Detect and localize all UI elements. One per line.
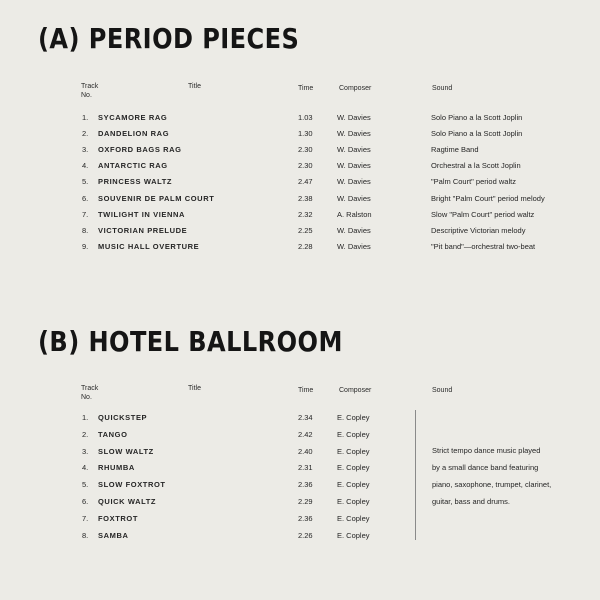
section-b-heading: (B) HOTEL BALLROOM: [38, 325, 343, 358]
section-b-track-header: [81, 384, 98, 402]
track-row: [0, 113, 600, 127]
track-row: [0, 413, 600, 427]
track-composer: W. Davies: [337, 193, 371, 203]
track-row: [0, 210, 600, 224]
track-sound: Ragtime Band: [431, 145, 479, 155]
track-time: 2.34: [298, 413, 313, 422]
sound-line: by a small dance band featuring: [432, 463, 539, 472]
track-title: RHUMBA: [98, 463, 135, 473]
track-time: 1.03: [298, 113, 313, 122]
no-label: No.: [81, 92, 92, 99]
track-sound: Descriptive Victorian melody: [431, 225, 526, 235]
track-composer: E. Copley: [337, 446, 370, 456]
track-time: 1.30: [298, 129, 313, 139]
track-sound: Solo Piano a la Scott Joplin: [431, 113, 523, 122]
track-row: [0, 242, 600, 256]
track-row: [0, 514, 600, 528]
track-number: 4.: [82, 161, 89, 171]
track-row: [0, 226, 600, 240]
track-number: 8.: [82, 530, 89, 540]
section-a-track-header: [81, 82, 98, 100]
track-time: 2.42: [298, 429, 313, 439]
section-b-title-header: Title: [188, 385, 201, 392]
sound-line: guitar, bass and drums.: [432, 497, 510, 506]
track-number: 7.: [82, 513, 89, 523]
track-row: [0, 129, 600, 143]
track-title: VICTORIAN PRELUDE: [98, 225, 188, 235]
track-time: 2.29: [298, 497, 313, 506]
track-row: [0, 531, 600, 545]
section-b-sound-description: [432, 442, 592, 510]
track-title: MUSIC HALL OVERTURE: [98, 241, 200, 251]
track-composer: W. Davies: [337, 225, 371, 235]
track-sound: Slow "Palm Court" period waltz: [431, 209, 535, 219]
track-number: 4.: [82, 463, 89, 473]
track-label: Track: [81, 83, 99, 90]
track-title: QUICK WALTZ: [98, 497, 157, 506]
track-row: [0, 194, 600, 208]
track-number: 2.: [82, 129, 89, 139]
track-time: 2.36: [298, 513, 313, 523]
track-number: 9.: [82, 241, 89, 251]
track-title: SLOW FOXTROT: [98, 480, 166, 490]
track-title: SLOW WALTZ: [98, 446, 154, 456]
track-sound: Bright "Palm Court" period melody: [431, 193, 545, 203]
track-sound: Orchestral a la Scott Joplin: [431, 161, 521, 171]
track-title: OXFORD BAGS RAG: [98, 145, 182, 155]
section-b-composer-header: Composer: [339, 387, 372, 394]
section-a-title-header: Title: [188, 83, 201, 90]
track-number: 6.: [82, 497, 89, 506]
track-title: ANTARCTIC RAG: [98, 161, 168, 171]
track-time: 2.38: [298, 193, 313, 203]
section-b-sound-header: Sound: [432, 387, 453, 394]
track-composer: A. Ralston: [337, 209, 372, 219]
track-time: 2.30: [298, 161, 313, 171]
sound-line: piano, saxophone, trumpet, clarinet,: [432, 480, 552, 489]
track-number: 3.: [82, 446, 89, 456]
track-number: 5.: [82, 177, 89, 187]
no-label: No.: [81, 394, 92, 401]
track-composer: W. Davies: [337, 241, 371, 251]
track-time: 2.47: [298, 177, 313, 187]
track-title: DANDELION RAG: [98, 129, 170, 139]
track-title: TWILIGHT IN VIENNA: [98, 209, 186, 219]
track-label: Track: [81, 385, 99, 392]
section-a-time-header: Time: [298, 85, 314, 92]
track-time: 2.36: [298, 480, 313, 490]
track-sound: Solo Piano a la Scott Joplin: [431, 129, 523, 139]
track-number: 6.: [82, 193, 89, 203]
track-title: TANGO: [98, 429, 128, 439]
track-composer: W. Davies: [337, 145, 371, 155]
track-number: 3.: [82, 145, 89, 155]
track-number: 2.: [82, 429, 89, 439]
track-composer: E. Copley: [337, 497, 370, 506]
section-a-heading: (A) PERIOD PIECES: [38, 22, 300, 55]
track-row: [0, 145, 600, 159]
track-composer: E. Copley: [337, 530, 370, 540]
track-row: [0, 177, 600, 191]
track-composer: W. Davies: [337, 129, 371, 139]
track-composer: E. Copley: [337, 413, 370, 422]
section-a-sound-header: Sound: [432, 85, 453, 92]
sound-line: Strict tempo dance music played: [432, 446, 541, 455]
track-composer: E. Copley: [337, 513, 370, 523]
track-title: SYCAMORE RAG: [98, 113, 168, 122]
bracket-divider: [415, 410, 416, 540]
track-title: SAMBA: [98, 530, 129, 540]
track-composer: W. Davies: [337, 177, 371, 187]
track-time: 2.31: [298, 463, 313, 473]
track-time: 2.25: [298, 225, 313, 235]
track-time: 2.26: [298, 530, 313, 540]
track-composer: E. Copley: [337, 480, 370, 490]
section-b-time-header: Time: [298, 387, 314, 394]
track-sound: "Palm Court" period waltz: [431, 177, 516, 187]
track-title: SOUVENIR DE PALM COURT: [98, 193, 215, 203]
track-time: 2.32: [298, 209, 313, 219]
track-time: 2.30: [298, 145, 313, 155]
track-composer: E. Copley: [337, 429, 370, 439]
track-title: QUICKSTEP: [98, 413, 148, 422]
track-composer: W. Davies: [337, 161, 371, 171]
track-title: PRINCESS WALTZ: [98, 177, 173, 187]
track-time: 2.28: [298, 241, 313, 251]
track-number: 5.: [82, 480, 89, 490]
track-number: 1.: [82, 413, 89, 422]
track-composer: W. Davies: [337, 113, 371, 122]
track-time: 2.40: [298, 446, 313, 456]
section-a-composer-header: Composer: [339, 85, 372, 92]
track-number: 1.: [82, 113, 89, 122]
track-number: 7.: [82, 209, 89, 219]
track-row: [0, 161, 600, 175]
track-number: 8.: [82, 225, 89, 235]
track-sound: "Pit band"—orchestral two-beat: [431, 241, 536, 251]
track-title: FOXTROT: [98, 513, 139, 523]
track-composer: E. Copley: [337, 463, 370, 473]
